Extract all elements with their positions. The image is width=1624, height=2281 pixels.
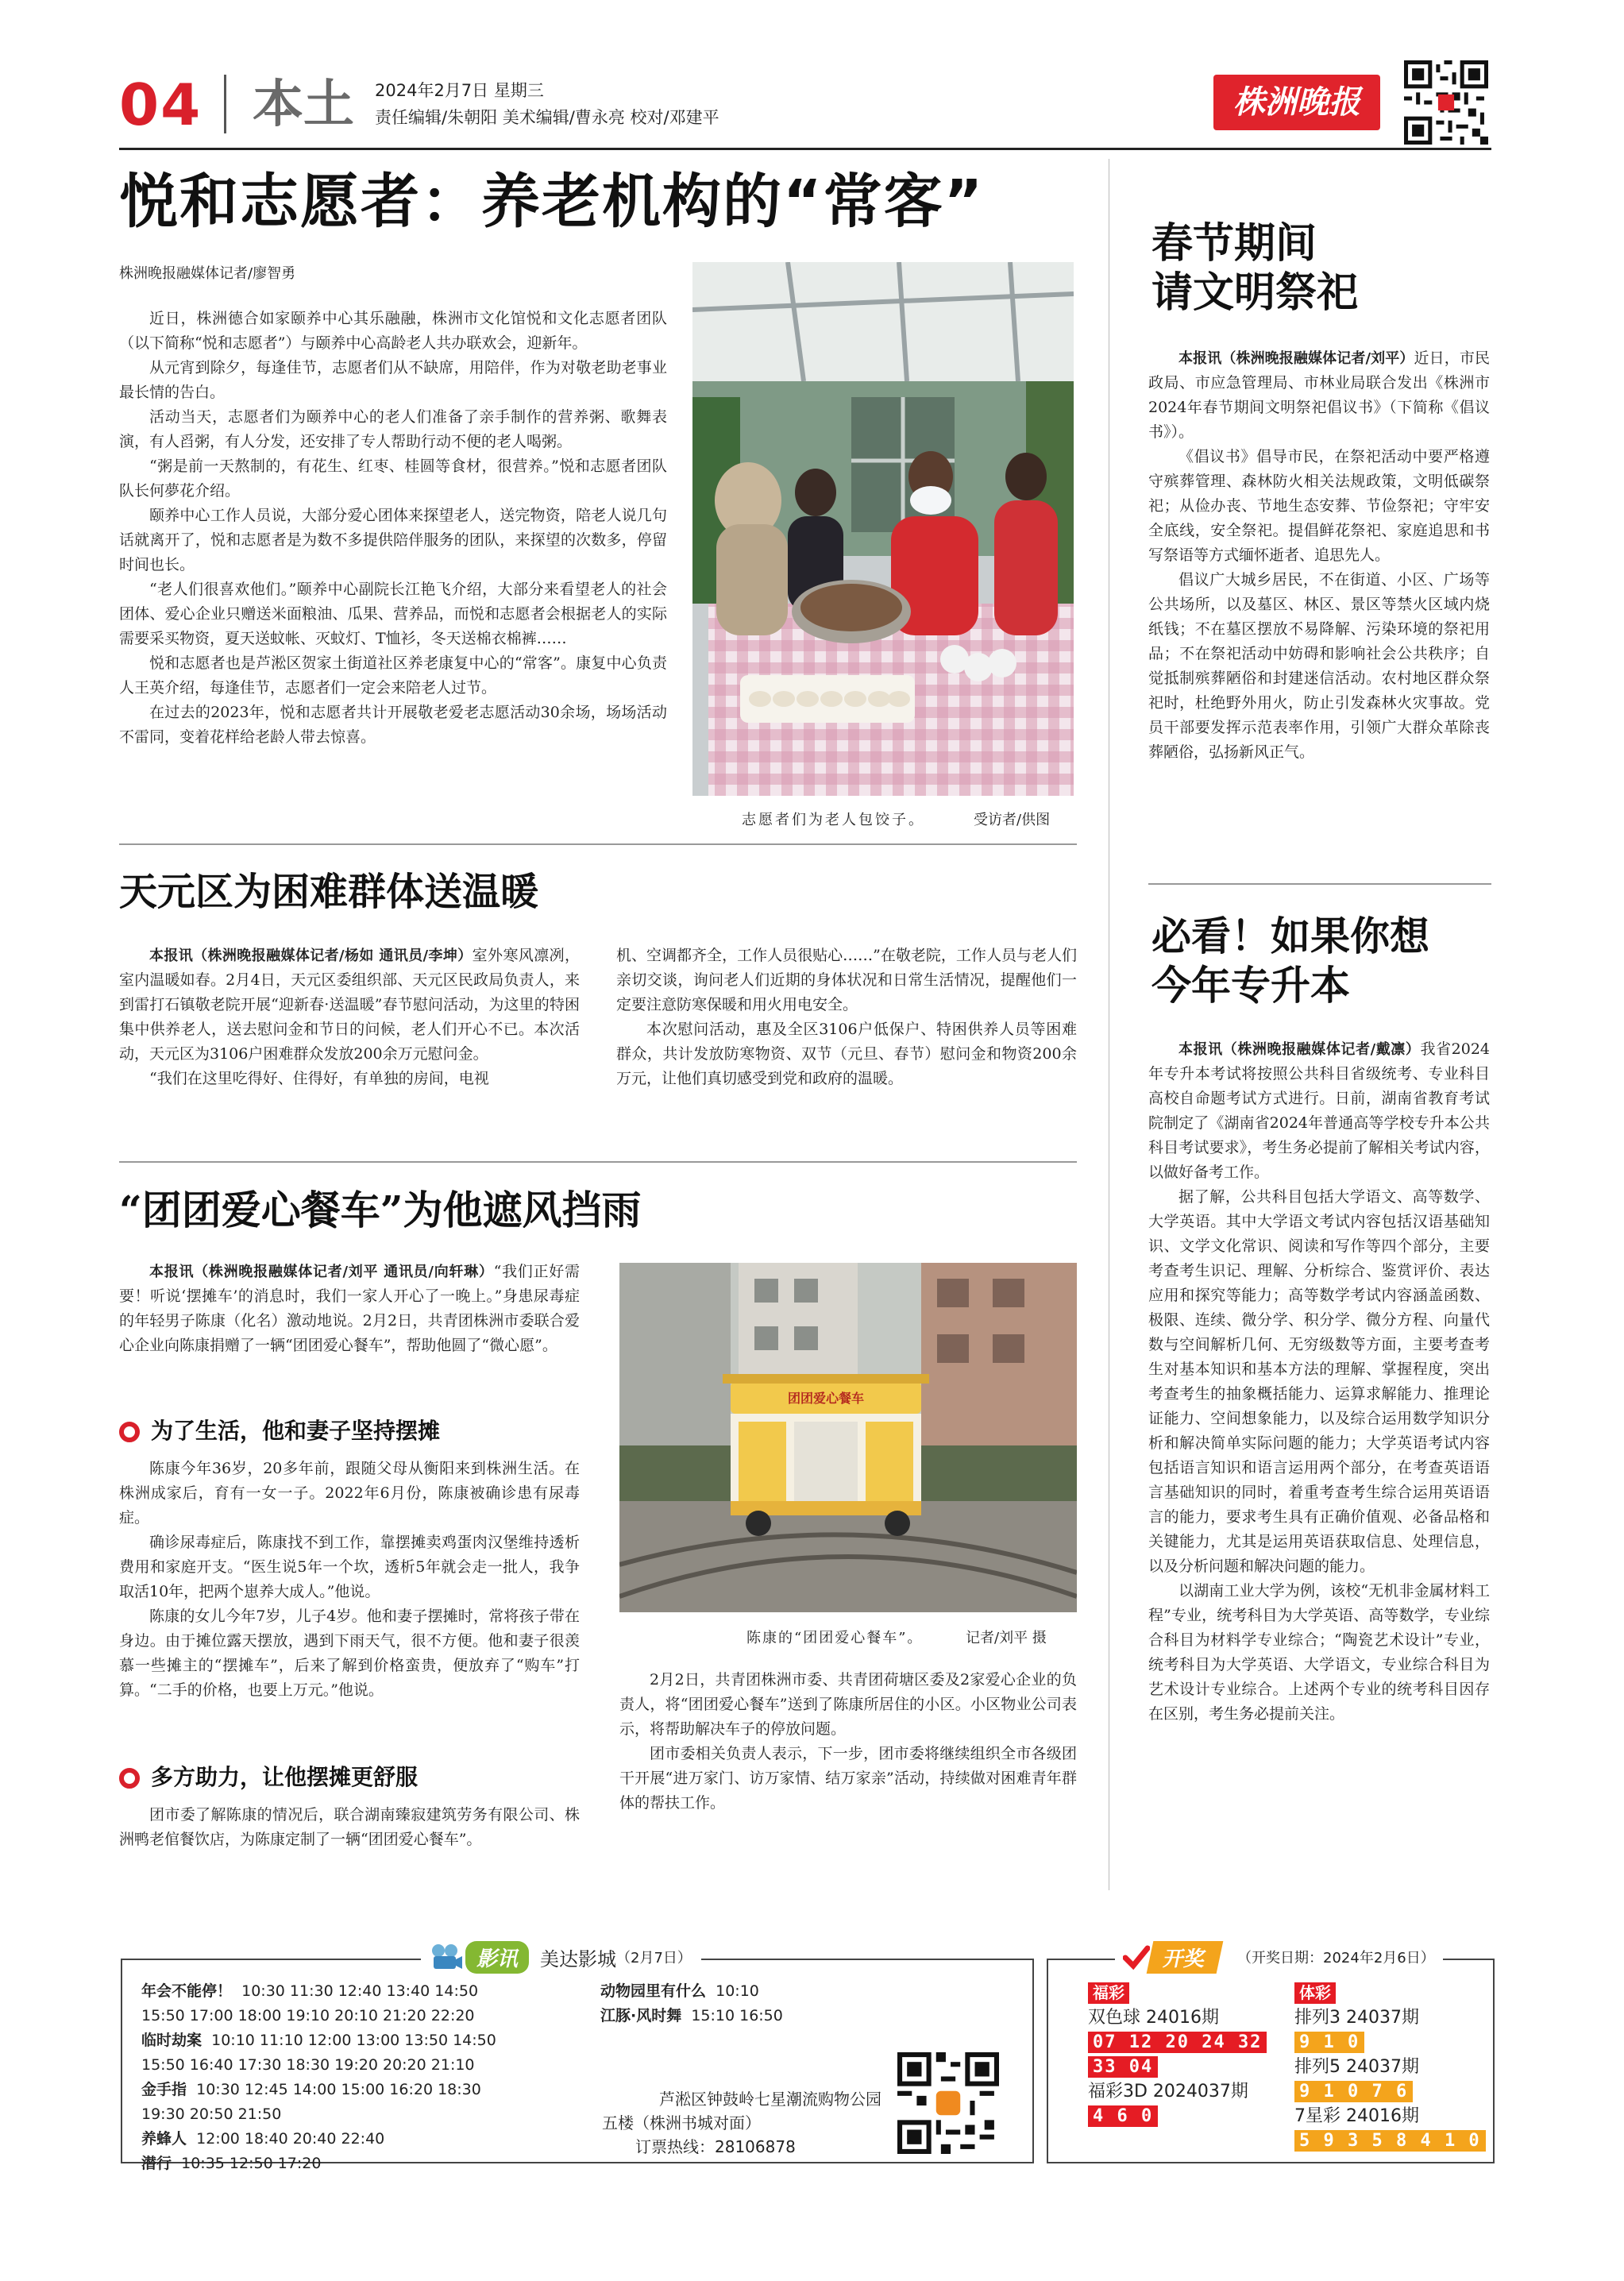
- lottery-numbers-row: [1294, 2079, 1485, 2104]
- lottery-game-name: 7星彩 24016期: [1294, 2106, 1419, 2126]
- dumpling-photo-caption: 志愿者们为老人包饺子。: [742, 812, 925, 828]
- story1-paragraph: 活动当天，志愿者们为颐养中心的老人们准备了亲手制作的营养粥、歌舞表演，有人舀粥，有人分发，还安排了专人帮助行动不便的老人喝粥。: [119, 408, 667, 450]
- film-times: 10:10: [716, 1982, 759, 2000]
- story4-headline-line2: 请文明祭祀: [1151, 268, 1359, 317]
- story2-lead: 本报讯（株洲晚报融媒体记者/杨如 通讯员/李坤）: [149, 948, 473, 964]
- lottery-numbers: 9 1 0: [1294, 2032, 1364, 2053]
- story1-paragraph: “粥是前一天熬制的，有花生、红枣、桂圆等食材，很营养。”悦和志愿者团队队长何夢花介绍。: [119, 457, 667, 500]
- film-times: 10:30 12:45 14:00 15:00 16:20 18:30: [196, 2081, 481, 2098]
- story3-lead: 本报讯（株洲晚报融媒体记者/刘平 通讯员/向轩琳）: [149, 1264, 494, 1280]
- story3-section2: [119, 1803, 580, 1852]
- lottery-numbers: 9 1 0 7 6: [1294, 2081, 1413, 2102]
- story3-intro: [119, 1260, 580, 1358]
- story1-paragraph: 悦和志愿者也是芦淞区贺家土街道社区养老康复中心的“常客”。康复中心负责人王英介绍，每逢佳节，志愿者们一定会来陪老人过节。: [119, 654, 667, 697]
- story4-headline-line1: 春节期间: [1151, 219, 1317, 268]
- story2-paragraph: “我们在这里吃得好、住得好，有单独的房间，电视: [149, 1070, 489, 1087]
- film-times: 15:50 16:40 17:30 18:30 19:20 20:20 21:10: [141, 2056, 475, 2074]
- lottery-date: （开奖日期：2024年2月6日）: [1237, 1950, 1435, 1966]
- ring-bullet-icon: [119, 1768, 140, 1789]
- story5-body: [1148, 1037, 1490, 1727]
- story3-paragraph: 团市委了解陈康的情况后，联合湖南臻寂建筑劳务有限公司、株洲鸭老倌餐饮店，为陈康定制了一辆“团团爱心餐车”。: [119, 1806, 580, 1848]
- film-times: 10:30 11:30 12:40 13:40 14:50: [241, 1982, 479, 2000]
- ring-bullet-icon: [119, 1422, 140, 1442]
- cinema-name: 美达影城: [540, 1947, 617, 1970]
- story1-paragraph: 从元宵到除夕，每逢佳节，志愿者们从不缺席，用陪伴，作为对敬老助老事业最长情的告白。: [119, 359, 667, 401]
- story3-paragraph: 2月2日，共青团株洲市委、共青团荷塘区委及2家爱心企业的负责人，将“团团爱心餐车”送到了陈康所居住的小区。小区物业公司表示，将帮助解决车子的停放问题。: [619, 1671, 1077, 1738]
- cinema-qr-code: [897, 2052, 999, 2154]
- film-row: [600, 1979, 870, 2004]
- lottery-game-name: 排列5 24037期: [1294, 2057, 1419, 2077]
- editor-credits: 责任编辑/朱朝阳 美术编辑/曹永亮 校对/邓建平: [375, 108, 719, 127]
- film-title: 动物园里有什么: [600, 1982, 707, 2000]
- lottery-game-name: 排列3 24037期: [1294, 2008, 1419, 2028]
- film-times: 10:35 12:50 17:20: [181, 2155, 322, 2172]
- film-title: 养蜂人: [141, 2130, 187, 2148]
- film-row: [600, 2004, 870, 2028]
- story2-bottom-rule: [119, 1161, 1077, 1163]
- story5-headline-line2: 今年专升本: [1151, 962, 1350, 1009]
- story5-lead: 本报讯（株洲晚报融媒体记者/戴凛）: [1178, 1041, 1421, 1058]
- cinema-schedule-left: [141, 1979, 586, 2176]
- story4-paragraph: 倡议广大城乡居民，不在街道、小区、广场等公共场所，以及墓区、林区、景区等禁火区域内烧纸钱；不在墓区摆放不易降解、污染环境的祭祀用品；不在祭祀活动中妨碍和影响社会公共秩序；自觉抵制殡葬陋俗和封建迷信活动。农村地区群众祭祀时，杜绝野外用火，防止引发森林火灾事故。党员干部要发挥示范表率作用，引领广大群众革除丧葬陋俗，弘扬新风正气。: [1148, 571, 1490, 761]
- lottery-numbers: 5 9 3 5 8 4 1 0: [1294, 2130, 1486, 2152]
- lottery-numbers-row: [1294, 2129, 1485, 2153]
- cinema-date: （2月7日）: [616, 1950, 692, 1966]
- paper-logo-text: 株洲晚报: [1233, 83, 1360, 121]
- story2-headline: 天元区为困难群体送温暖: [119, 870, 539, 914]
- cinema-header: [421, 1938, 701, 1976]
- lottery-badge: 开奖: [1147, 1941, 1224, 1974]
- story3-section1: [119, 1457, 580, 1703]
- film-row: [141, 2028, 586, 2053]
- welfare-label: [1088, 1981, 1286, 2005]
- cart-sign: 团团爱心餐车: [787, 1391, 864, 1406]
- film-title: 潜行: [141, 2155, 172, 2172]
- story3-right-column: [619, 1668, 1077, 1816]
- film-title: 金手指: [141, 2081, 187, 2098]
- cinema-address-line1: 芦淞区钟鼓岭七星潮流购物公园: [659, 2090, 881, 2109]
- story3-paragraph: 团市委相关负责人表示，下一步，团市委将继续组织全市各级团干开展“进万家门、访万家情、结万家亲”活动，持续做对困难青年群体的帮扶工作。: [619, 1745, 1077, 1812]
- story4-paragraph: 《倡议书》倡导市民，在祭祀活动中要严格遵守殡葬管理、森林防火相关法规政策，文明低碳祭祀；从俭办丧、节地生态安葬、节俭祭祀；守牢安全底线，安全祭祀。提倡鲜花祭祀、家庭追思和书写祭语等方式缅怀逝者、追思先人。: [1148, 448, 1490, 564]
- story5-paragraph: 以湖南工业大学为例，该校“无机非金属材料工程”专业，统考科目为大学英语、高等数学，专业综合科目为材料学专业综合；“陶瓷艺术设计”专业，统考科目为大学英语、大学语文，专业综合科目为艺术设计专业综合。上述两个专业的统考科目因存在区别，考生务必提前关注。: [1148, 1582, 1490, 1723]
- film-title: 年会不能停！: [141, 1982, 233, 2000]
- story3-subhead-1: [119, 1415, 440, 1447]
- cinema-badge: 影讯: [465, 1941, 529, 1974]
- story1-paragraph: “老人们很喜欢他们。”颐养中心副院长江艳飞介绍，大部分来看望老人的社会团体、爱心企业只赠送米面粮油、瓜果、营养品，而悦和志愿者会根据老人的实际需要采买物资，夏天送蚊帐、灭蚊灯、T恤衫，冬天送棉衣棉裤……: [119, 581, 667, 647]
- sports-label-badge: 体彩: [1294, 1982, 1336, 2004]
- cinema-schedule-right: [600, 1979, 870, 2028]
- story2-paragraph: 机、空调都齐全，工作人员很贴心……”在敬老院，工作人员与老人们亲切交谈，询问老人们近期的身体状况和日常生活情况，提醒他们一定要注意防寒保暖和用火用电安全。: [616, 947, 1077, 1013]
- cinema-hotline: 订票热线：28106878: [635, 2137, 796, 2156]
- story3-headline: “团团爱心餐车”为他遮风挡雨: [119, 1187, 642, 1233]
- story5-paragraph: 我省2024年专升本考试将按照公共科目省级统考、专业科目高校自命题考试方式进行。日前，湖南省教育考试院制定了《湖南省2024年普通高等学校专升本公共科目考试要求》，考生务必提前了解相关考试内容，以做好备考工作。: [1148, 1040, 1491, 1181]
- story1-headline: 悦和志愿者：养老机构的“常客”: [119, 168, 985, 236]
- story4-lead-paragraph: [1148, 346, 1490, 445]
- film-row: [141, 2102, 586, 2127]
- paper-logo: [1213, 75, 1380, 130]
- lottery-numbers: 33 04: [1088, 2056, 1158, 2078]
- story2-left-column: [119, 944, 580, 1091]
- story3-paragraph: 确诊尿毒症后，陈康找不到工作，靠摆摊卖鸡蛋肉汉堡维持透析费用和家庭开支。“医生说5年一个坎，透析5年就会走一批人，我争取活10年，把两个崽养大成人。”他说。: [119, 1534, 580, 1600]
- story3-subhead-1-text: 为了生活，他和妻子坚持摆摊: [151, 1418, 441, 1444]
- film-times: 12:00 18:40 20:40 22:40: [196, 2130, 385, 2148]
- film-row: [141, 2053, 586, 2078]
- story4-lead: 本报讯（株洲晚报融媒体记者/刘平）: [1178, 350, 1414, 367]
- page-number: 04: [119, 71, 203, 138]
- lottery-game-name: 双色球 24016期: [1088, 2008, 1219, 2028]
- issue-date: 2024年2月7日 星期三: [375, 81, 544, 100]
- lottery-numbers: 07 12 20 24 32: [1088, 2032, 1267, 2053]
- lottery-numbers-row: [1088, 2055, 1286, 2079]
- film-row: [141, 2004, 586, 2028]
- masthead-qr-code: [1404, 60, 1488, 145]
- story3-paragraph: 陈康的女儿今年7岁，儿子4岁。他和妻子摆摊时，常将孩子带在身边。由于摊位露天摆放，遇到下雨天气，很不方便。他和妻子很羡慕一些摊主的“摆摊车”，后来了解到价格蛮贵，便放弃了“购车”打算。“二手的价格，也要上万元。”他说。: [119, 1608, 580, 1699]
- sports-label: [1294, 1981, 1485, 2005]
- film-times: 19:30 20:50 21:50: [141, 2105, 282, 2123]
- story5-paragraph: 据了解，公共科目包括大学语文、高等数学、大学英语。其中大学语文考试内容包括汉语基础知识、文学文化常识、阅读和写作等四个部分，主要考查考生识记、理解、分析综合、鉴赏评价、表达应用和探究等能力；高等数学考试内容涵盖函数、极限、连续、微分学、积分学、微分方程、向量代数与空间解析几何、无穷级数等方面，主要考查考生对基本知识和基本方法的理解、掌握程度，突出考查考生的抽象概括能力、运算求解能力、推理论证能力、空间想象能力，以及综合运用数学知识分析和解决简单实际问题的能力；大学英语考试内容包括语言知识和语言运用两个部分，在考查英语语言基础知识的同时，着重考查考生综合运用英语语言的能力，要求考生具有正确价值观、必备品格和关键能力，尤其是运用英语获取信息、处理信息，以及分析问题和解决问题的能力。: [1148, 1188, 1490, 1575]
- story3-intro-paragraph: [119, 1260, 580, 1358]
- film-projector-icon: [430, 1943, 462, 1970]
- story2-right-column: [616, 944, 1077, 1091]
- story1-body: [119, 307, 667, 750]
- section-title: 本土: [253, 75, 354, 134]
- story5-headline-line1: 必看！如果你想: [1151, 913, 1429, 959]
- lottery-numbers-row: [1294, 2030, 1485, 2055]
- story3-paragraph: 陈康今年36岁，20多年前，跟随父母从衡阳来到株洲生活。在株洲成家后，育有一女一子。2022年6月份，陈康被确诊患有尿毒症。: [119, 1460, 580, 1526]
- food-cart-photo-credit: 记者/刘平 摄: [966, 1630, 1047, 1646]
- masthead-rule: [119, 148, 1491, 150]
- dumpling-photo: [692, 262, 1074, 796]
- film-row: [141, 2078, 586, 2102]
- film-title: 江豚·风时舞: [600, 2007, 682, 2024]
- lottery-numbers-row: [1088, 2030, 1286, 2055]
- lottery-header: [1115, 1938, 1443, 1976]
- story3-subhead-2: [119, 1762, 418, 1793]
- lottery-numbers-row: [1088, 2104, 1286, 2129]
- story4-bottom-rule: [1148, 883, 1491, 885]
- dumpling-photo-credit: 受访者/供图: [974, 812, 1051, 828]
- food-cart-photo-caption: 陈康的“团团爱心餐车”。: [746, 1630, 924, 1646]
- welfare-label-badge: 福彩: [1088, 1982, 1129, 2004]
- film-row: [141, 2152, 586, 2176]
- sports-lottery: [1294, 1981, 1485, 2153]
- story4-paragraph: 近日，市民政局、市应急管理局、市林业局联合发出《株洲市2024年春节期间文明祭祀倡议书》（下简称《倡议书》）。: [1148, 349, 1490, 441]
- checkmark-icon: [1123, 1943, 1150, 1970]
- cinema-address: [588, 2087, 881, 2159]
- film-times: 10:10 11:10 12:00 13:00 13:50 14:50: [211, 2032, 496, 2049]
- story5-lead-paragraph: [1148, 1037, 1490, 1185]
- story1-paragraph: 近日，株洲德合如家颐养中心其乐融融，株洲市文化馆悦和文化志愿者团队（以下简称“悦和志愿者”）与颐养中心高龄老人共办联欢会，迎新年。: [119, 310, 667, 352]
- story2-lead-paragraph: [119, 944, 580, 1067]
- story1-paragraph: 颐养中心工作人员说，大部分爱心团体来探望老人，送完物资，陪老人说几句话就离开了，悦和志愿者是为数不多提供陪伴服务的团队，来探望的次数多，停留时间也长。: [119, 507, 667, 573]
- masthead-divider: [224, 75, 226, 133]
- story3-subhead-2-text: 多方助力，让他摆摊更舒服: [151, 1764, 419, 1790]
- lottery-game-name: 福彩3D 2024037期: [1088, 2082, 1248, 2102]
- film-times: 15:50 17:00 18:00 19:10 20:10 21:20 22:20: [141, 2007, 475, 2024]
- story1-paragraph: 在过去的2023年，悦和志愿者共计开展敬老爱老志愿活动30余场，场场活动不雷同，变着花样给老龄人带去惊喜。: [119, 704, 667, 746]
- film-title: 临时劫案: [141, 2032, 203, 2049]
- story4-body: [1148, 346, 1490, 765]
- film-row: [141, 1979, 586, 2004]
- lottery-numbers: 4 6 0: [1088, 2105, 1158, 2127]
- cinema-address-line2: 五楼（株洲书城对面）: [602, 2113, 761, 2132]
- film-row: [141, 2127, 586, 2152]
- story3-paragraph: “我们正好需要！听说‘摆摊车’的消息时，我们一家人开心了一晚上。”身患尿毒症的年轻男子陈康（化名）激动地说。2月2日，共青团株洲市委联合爱心企业向陈康捐赠了一辆“团团爱心餐车”，帮助他圆了“微心愿”。: [119, 1263, 580, 1354]
- story2-paragraph: 本次慰问活动，惠及全区3106户低保户、特困供养人员等困难群众，共计发放防寒物资、双节（元旦、春节）慰问金和物资200余万元，让他们真切感受到党和政府的温暖。: [616, 1021, 1077, 1087]
- welfare-lottery: [1088, 1981, 1286, 2129]
- film-times: 15:10 16:50: [691, 2007, 783, 2024]
- story2-paragraph: 室外寒风凛冽，室内温暖如春。2月4日，天元区委组织部、天元区民政局负责人，来到雷打石镇敬老院开展“迎新春·送温暖”春节慰问活动，为这里的特困集中供养老人，送去慰问金和节日的问候，老人们开心不已。本次活动，天元区为3106户困难群众发放200余万元慰问金。: [119, 947, 580, 1063]
- story1-byline: 株洲晚报融媒体记者/廖智勇: [119, 265, 296, 282]
- story1-bottom-rule: [119, 843, 1077, 845]
- food-cart-photo: [619, 1263, 1077, 1612]
